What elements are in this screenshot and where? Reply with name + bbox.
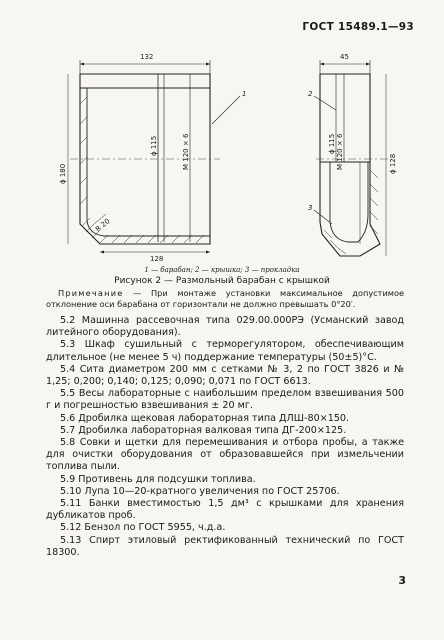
callout-1: 1: [242, 90, 247, 98]
note-label: Примечание: [58, 288, 124, 298]
item-5-7: 5.7 Дробилка лабораторная валковая типа ДГ-200×125.: [60, 424, 347, 436]
standard-header: ГОСТ 15489.1—93: [302, 21, 414, 33]
dim-bottom-width: 128: [150, 255, 164, 263]
item-5-13: 5.13 Спирт этиловый ректификованный технический по ГОСТ 18300.: [46, 534, 404, 558]
item-5-9: 5.9 Противень для подсушки топлива.: [60, 473, 256, 485]
dim-radius: R 20: [94, 217, 112, 234]
callout-3: 3: [308, 204, 313, 212]
note: [46, 288, 404, 310]
item-5-8: 5.8 Совки и щетки для перемешивания и отбора пробы, а также для очистки оборудования от образовавшейся при измельчении топлива пыли.: [46, 437, 404, 473]
dim-right-width: 45: [340, 53, 349, 61]
dim-top-width: 132: [140, 53, 154, 61]
note-text: — При монтаже установки максимальное допустимое отклонение оси барабана от горизонтали не должно превышать 0°20′.: [46, 288, 404, 309]
item-5-3: 5.3 Шкаф сушильный с терморегулятором, обеспечивающим длительное (не менее 5 ч) поддержание температуры (50±5)°С.: [46, 339, 404, 363]
body-text: [46, 315, 404, 559]
figure-caption: Рисунок 2 — Размольный барабан с крышкой: [114, 276, 330, 286]
item-5-6: 5.6 Дробилка щековая лабораторная типа ДЛШ-80×150.: [60, 412, 350, 424]
item-5-11: 5.11 Банки вместимостью 1,5 дм³ с крышками для хранения дубликатов проб.: [46, 498, 404, 522]
item-5-4: 5.4 Сита диаметром 200 мм с сетками № 3, 2 по ГОСТ 3826 и № 1,25; 0,200; 0,140; 0,125; 0,090; 0,071 по ГОСТ 6613.: [46, 363, 404, 388]
drum-drawing: [40, 44, 420, 272]
item-5-10: 5.10 Лупа 10—20-кратного увеличения по ГОСТ 25706.: [60, 485, 340, 497]
item-5-5: 5.5 Весы лабораторные с наибольшим пределом взвешивания 500 г и погрешностью взвешивания ± 20 мг.: [46, 388, 404, 412]
dim-m120: M 120 × 6: [182, 133, 190, 170]
dim-dia-115-right: ϕ 115: [328, 133, 336, 154]
dim-dia-180: ϕ 180: [59, 163, 67, 184]
dim-dia-128: ϕ 128: [389, 153, 397, 174]
dim-m120-right: M 120 × 6: [336, 133, 344, 170]
figure-legend: 1 — барабан; 2 — крышка; 3 — прокладка: [144, 266, 300, 274]
dim-dia-115: ϕ 115: [150, 135, 158, 156]
page-number: 3: [398, 574, 406, 587]
item-5-2: 5.2 Машинна рассевочная типа 029.00.000РЭ (Усманский завод литейного оборудования).: [46, 315, 404, 339]
callout-2: 2: [308, 90, 313, 98]
item-5-12: 5.12 Бензол по ГОСТ 5955, ч.д.а.: [60, 522, 226, 534]
